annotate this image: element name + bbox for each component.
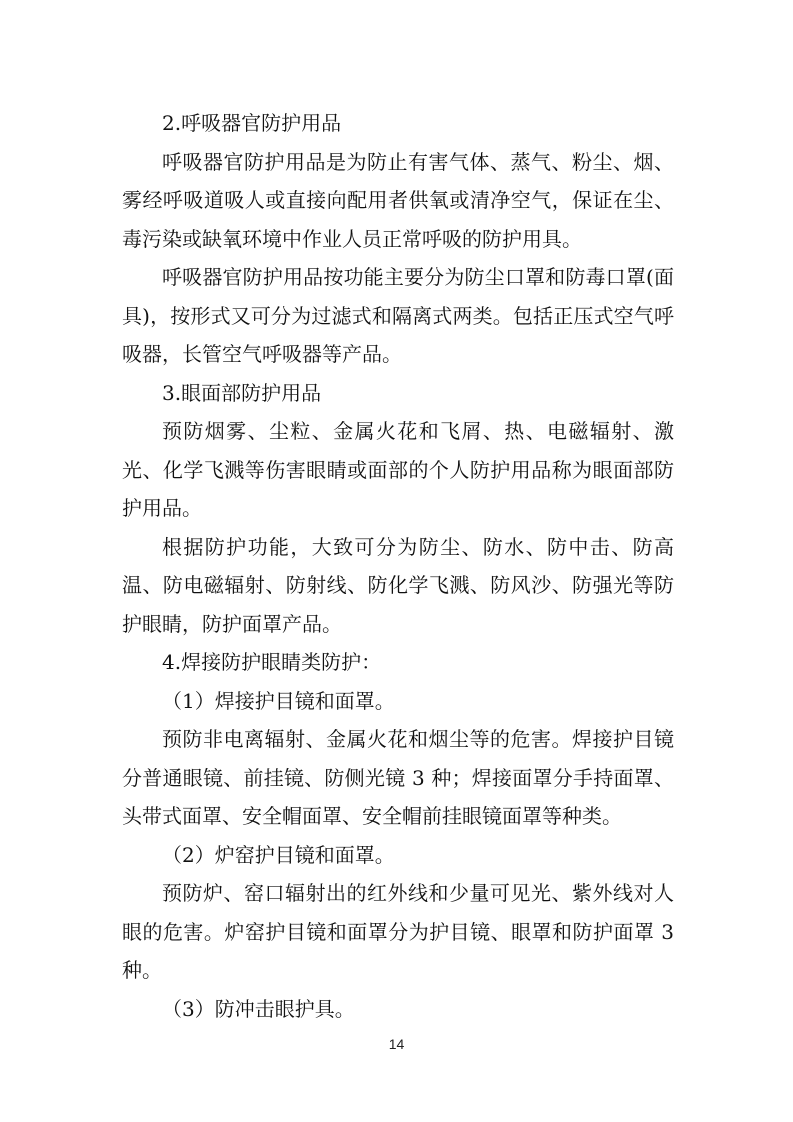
paragraph: 根据防护功能，大致可分为防尘、防水、防中击、防高温、防电磁辐射、防射线、防化学飞溅、防风沙、防强光等防护眼睛，防护面罩产品。 [122,534,674,636]
section-heading-respiratory: 2.呼吸器官防护用品 [162,111,342,135]
document-body [122,104,674,1028]
section-heading-eye-face: 3.眼面部防护用品 [162,380,322,405]
section-heading-welding: 4.焊接防护眼睛类防护： [162,650,382,674]
subsection-heading: （2）炉窑护目镜和面罩。 [162,842,395,867]
paragraph: 呼吸器官防护用品是为防止有害气体、蒸气、粉尘、烟、雾经呼吸道吸人或直接向配用者供氧或清净空气，保证在尘、毒污染或缺氧环境中作业人员正常呼吸的防护用具。 [122,149,674,251]
page-number: 14 [388,1036,405,1052]
paragraph: 预防非电离辐射、金属火花和烟尘等的危害。焊接护目镜分普通眼镜、前挂镜、防侧光镜 3 种；焊接面罩分手持面罩、头带式面罩、安全帽面罩、安全帽前挂眼镜面罩等种类。 [122,727,674,828]
paragraph: 预防烟雾、尘粒、金属火花和飞屑、热、电磁辐射、激光、化学飞溅等伤害眼睛或面部的个人防护用品称为眼面部防护用品。 [122,419,674,520]
paragraph: 呼吸器官防护用品按功能主要分为防尘口罩和防毒口罩(面具)，按形式又可分为过滤式和隔离式两类。包括正压式空气呼吸器，长管空气呼吸器等产品。 [122,265,674,366]
subsection-heading: （3）防冲击眼护具。 [162,996,355,1021]
subsection-heading: （1）焊接护目镜和面罩。 [162,688,395,713]
paragraph: 预防炉、窑口辐射出的红外线和少量可见光、紫外线对人眼的危害。炉窑护目镜和面罩分为护目镜、眼罩和防护面罩 3 种。 [122,881,674,982]
